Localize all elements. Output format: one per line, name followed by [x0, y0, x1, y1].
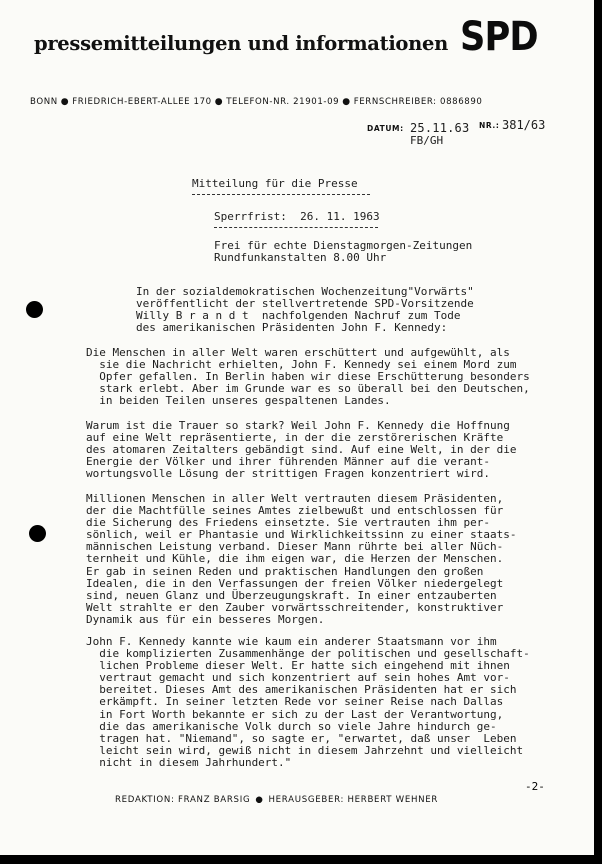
bullet-icon: ● — [214, 97, 224, 107]
text-line: der die Machtfülle seines Amtes zielbewußt und entschlossen für — [86, 504, 504, 518]
bullet-icon: ● — [255, 795, 264, 805]
body-paragraph — [86, 636, 530, 769]
document-heading: Mitteilung für die Presse — [192, 177, 358, 190]
embargo-line: Sperrfrist: 26. 11. 1963 — [214, 210, 380, 223]
text-line: wortungsvolle Lösung der strittigen Fragen konzentriert wird. — [86, 467, 490, 481]
text-line: nicht in diesem Jahrhundert." — [86, 755, 292, 769]
text-line: stark erlebt. Aber im Grunde war es so überall bei den Deutschen, — [86, 382, 530, 396]
nr-value: 381/63 — [502, 118, 546, 132]
text-line: Die Menschen in aller Welt waren erschüttert und aufgewühlt, als — [86, 346, 510, 359]
datum-value: 25.11.63 — [410, 121, 470, 135]
text-line: Idealen, die in den Verfassungen der freien Völker niedergelegt — [86, 576, 504, 590]
bullet-icon: ● — [342, 97, 351, 107]
text-line: Energie der Völker und ihrer führenden Männer auf die verant- — [86, 455, 490, 469]
text-line: In der sozialdemokratischen Wochenzeitung"Vorwärts" — [136, 285, 474, 298]
body-paragraph — [86, 420, 516, 480]
text-line: lichen Probleme dieser Welt. Er hatte sich eingehend mit ihnen — [86, 659, 510, 673]
address-telex: FERNSCHREIBER: 0886890 — [353, 97, 483, 107]
embargo-underline — [214, 227, 378, 228]
body-paragraph — [86, 347, 530, 407]
text-line: in Fort Worth bekannte er sich zu der Last der Verantwortung, — [86, 707, 504, 721]
intro-paragraph — [136, 286, 474, 334]
address-phone: TELEFON-NR. 21901-09 — [226, 97, 340, 107]
text-line: Welt strahlte er den Zauber vorwärtsschreitender, konstruktiver — [86, 600, 504, 614]
text-line: bereitet. Dieses Amt des amerikanischen Präsidenten hat er sich — [86, 683, 517, 697]
text-line: tragen hat. "Niemand", so sagte er, "erwartet, daß unser Leben — [86, 731, 517, 745]
heading-underline — [192, 194, 370, 195]
body-paragraph — [86, 493, 516, 626]
text-line: Warum ist die Trauer so stark? Weil John F. Kennedy die Hoffnung — [86, 419, 510, 432]
masthead-title: pressemitteilungen und informationen — [34, 32, 449, 55]
datum-label: DATUM: — [367, 124, 404, 133]
text-line: veröffentlicht der stellvertretende SPD-Vorsitzende — [136, 297, 474, 311]
text-line: leicht sein wird, gewiß nicht in diesem Jahrzehnt und vielleicht — [86, 743, 524, 757]
text-line: Willy B r a n d t nachfolgenden Nachruf zum Tode — [136, 309, 461, 323]
text-line: des atomaren Zeitalters gebändigt sind. Auf eine Welt, in der die — [86, 443, 517, 457]
nr-label: NR.: — [479, 121, 500, 130]
text-line: John F. Kennedy kannte wie kaum ein anderer Staatsmann vor ihm — [86, 635, 497, 648]
address-line — [30, 97, 590, 107]
text-line: Millionen Menschen in aller Welt vertrauten diesem Präsidenten, — [86, 492, 504, 505]
text-line: des amerikanischen Präsidenten John F. Kennedy: — [136, 321, 448, 335]
text-line: Dynamik aus für ein besseres Morgen. — [86, 612, 325, 626]
address-city: BONN — [30, 97, 58, 107]
text-line: vertraut gemacht und sich konzentriert auf sein hohes Amt vor- — [86, 671, 510, 685]
spd-logo: SPD — [460, 14, 538, 60]
text-line: auf eine Welt repräsentierte, in der die zerstörerischen Kräfte — [86, 431, 504, 445]
punch-hole — [29, 525, 46, 542]
page-marker: -2- — [525, 780, 545, 793]
text-line: ternheit und Kühle, die ihm eigen war, die Herzen der Menschen. — [86, 552, 504, 566]
release-line-2: Rundfunkanstalten 8.00 Uhr — [214, 251, 387, 264]
initials: FB/GH — [410, 134, 444, 147]
bullet-icon: ● — [60, 97, 70, 107]
text-line: sönlich, weil er Phantasie und Wirklichkeitssinn zu einer staats- — [86, 528, 517, 542]
text-line: die das amerikanische Volk durch so viele Jahre hindurch ge- — [86, 719, 497, 733]
text-line: männischen Leistung verband. Dieser Mann rührte bei aller Nüch- — [86, 540, 504, 554]
address-street: FRIEDRICH-EBERT-ALLEE 170 — [72, 97, 212, 107]
text-line: in beiden Teilen unseres gespaltenen Landes. — [86, 394, 391, 408]
text-line: sie die Nachricht erhielten, John F. Kennedy sei einem Mord zum — [86, 358, 517, 372]
text-line: die Sicherung des Friedens einsetzte. Sie vertrauten ihm per- — [86, 516, 490, 530]
text-line: sind, neuen Glanz und Überzeugungskraft. In einer entzauberten — [86, 588, 497, 602]
footer-publisher: HERAUSGEBER: HERBERT WEHNER — [268, 795, 439, 805]
release-line-1: Frei für echte Dienstagmorgen-Zeitungen — [214, 239, 473, 252]
text-line: die komplizierten Zusammenhänge der politischen und gesellschaft- — [86, 647, 530, 661]
footer-editor: REDAKTION: FRANZ BARSIG — [115, 795, 251, 805]
text-line: Er gab in seinen Reden und praktischen Handlungen den großen — [86, 564, 484, 578]
text-line: erkämpft. In seiner letzten Rede vor seiner Reise nach Dallas — [86, 695, 504, 709]
text-line: Opfer gefallen. In Berlin haben wir diese Erschütterung besonders — [86, 370, 530, 384]
punch-hole — [26, 301, 43, 318]
footer-line — [115, 795, 438, 805]
